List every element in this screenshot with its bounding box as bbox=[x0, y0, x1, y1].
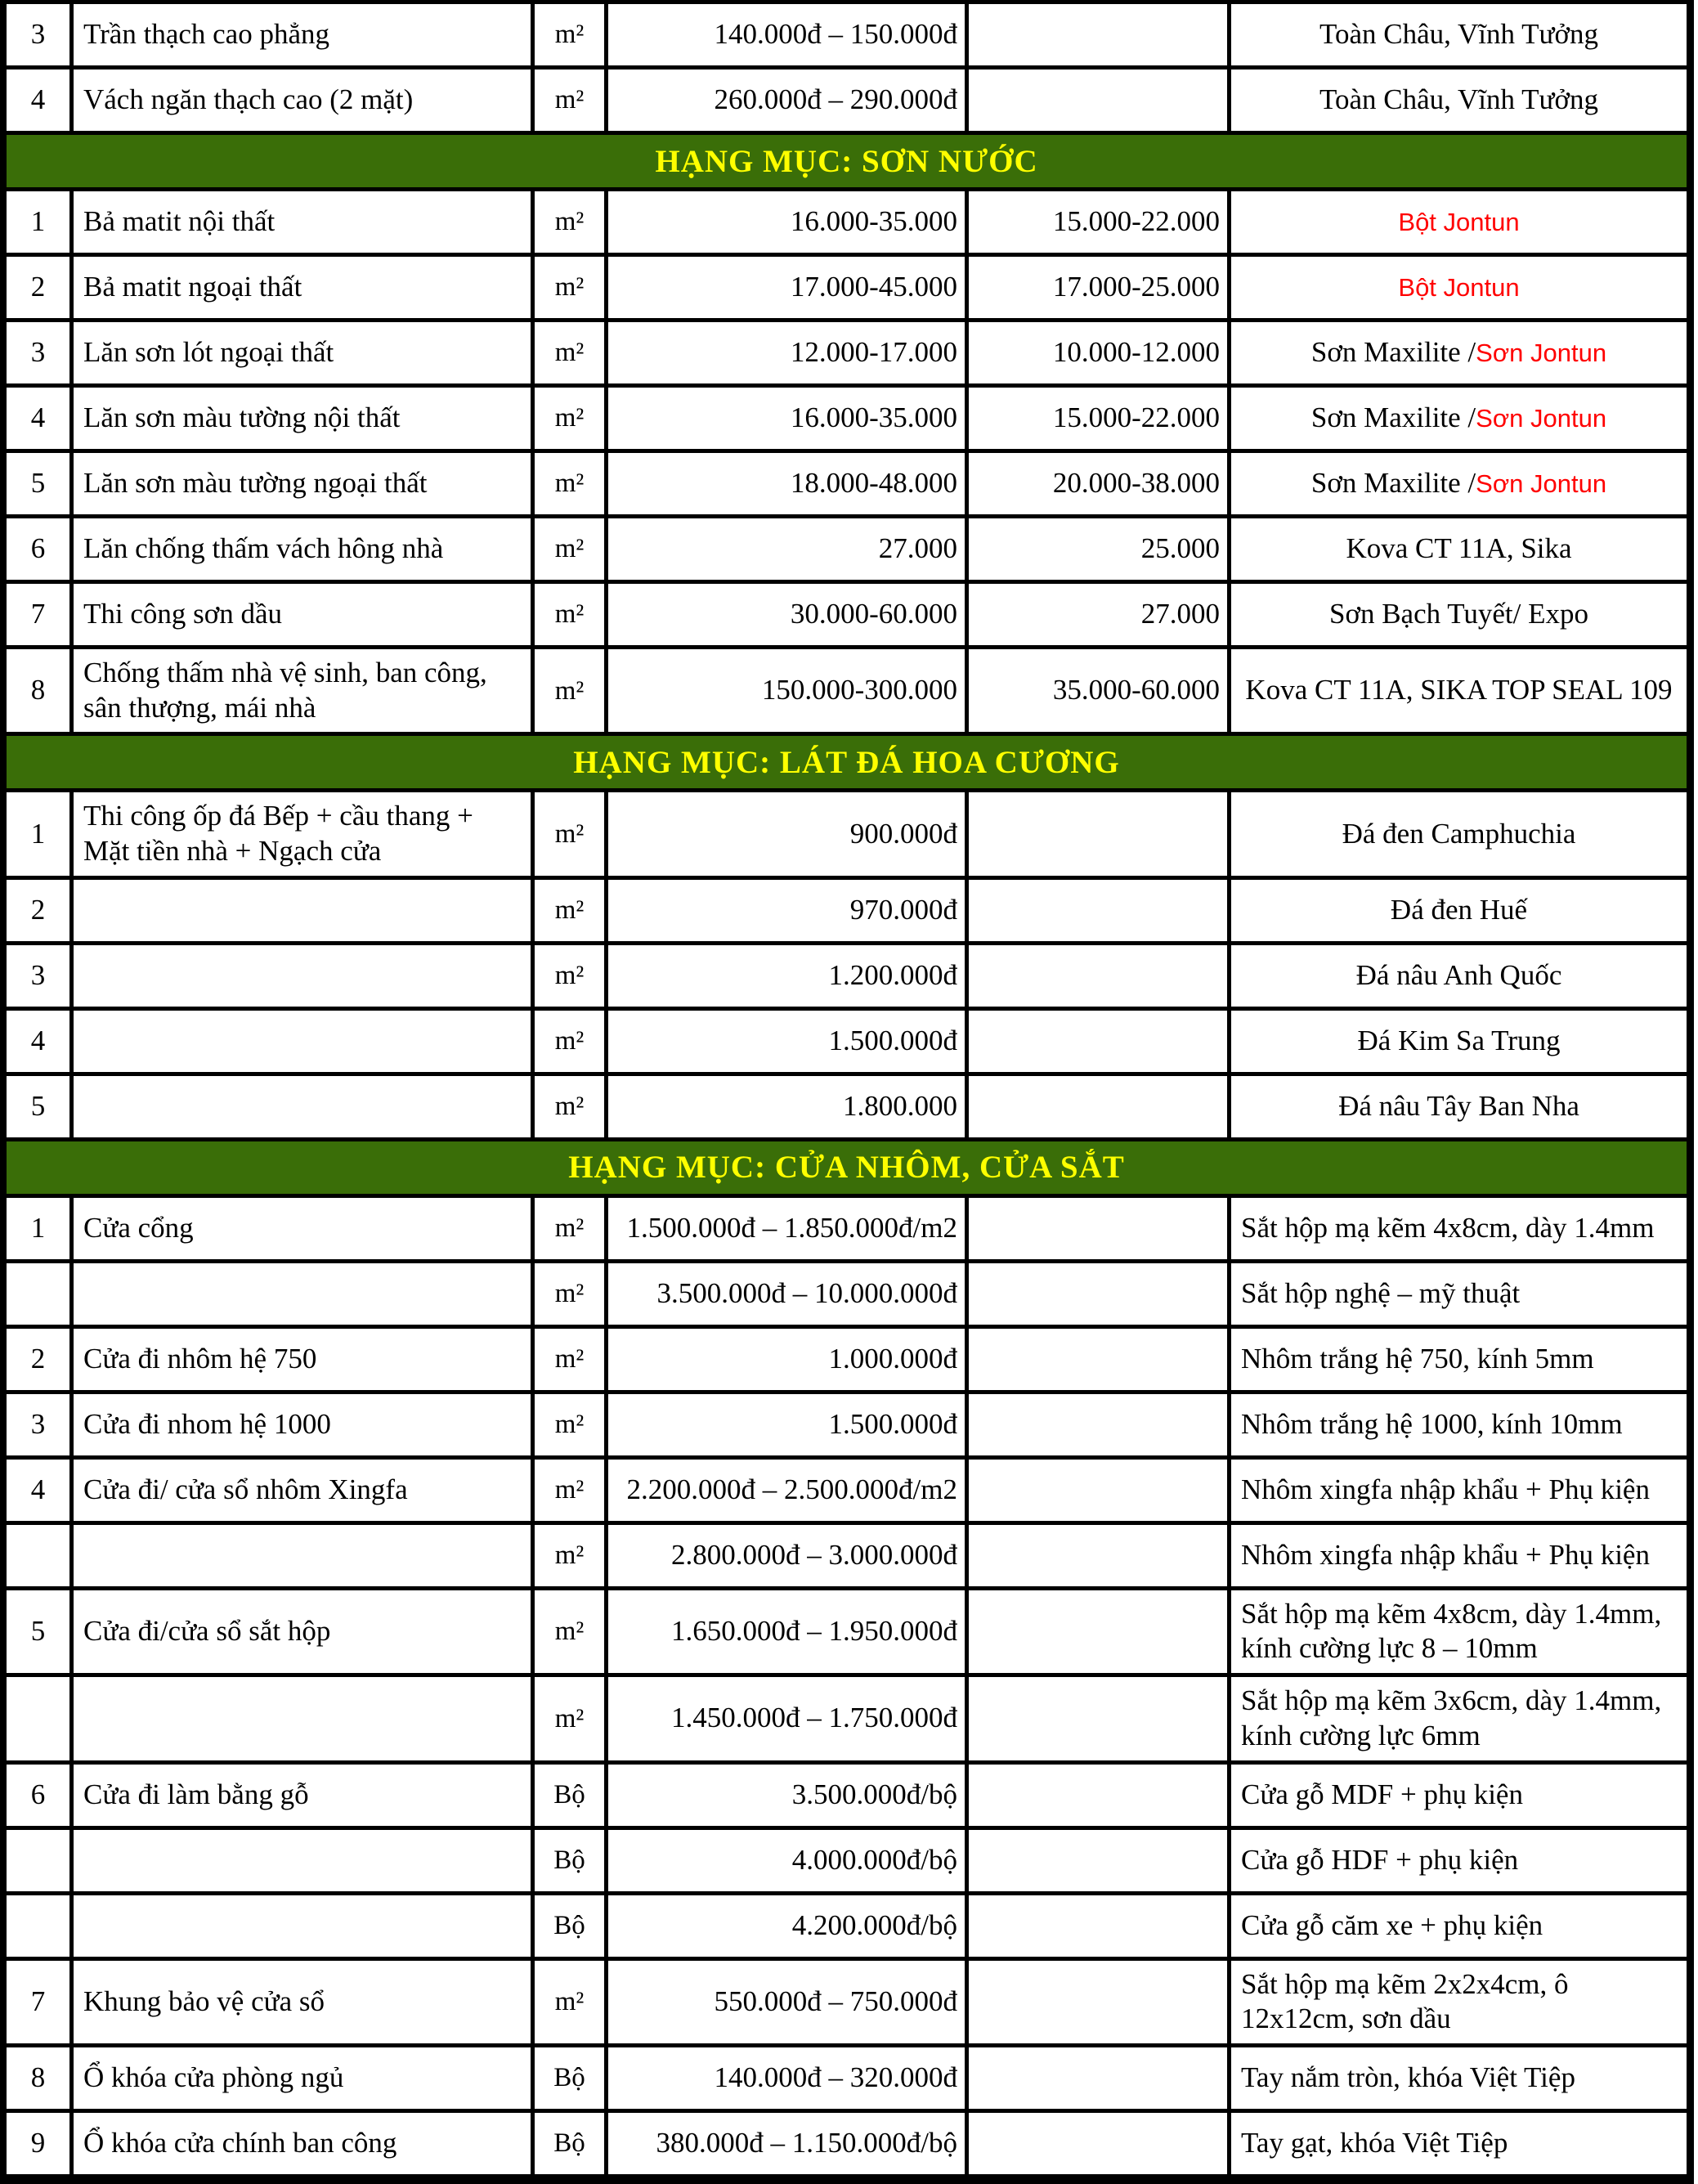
cell-item-name: Cửa đi/ cửa sổ nhôm Xingfa bbox=[74, 1460, 535, 1521]
cell-item-name bbox=[74, 1263, 535, 1325]
cell-price-range-1: 3.500.000đ – 10.000.000đ bbox=[608, 1263, 969, 1325]
cell-brand bbox=[1231, 1765, 1687, 1826]
brand-highlight-text: Bột Jontun bbox=[1398, 207, 1520, 236]
cell-price-range-1: 16.000-35.000 bbox=[608, 388, 969, 449]
cell-unit: m² bbox=[535, 1460, 608, 1521]
cell-row-number: 4 bbox=[7, 1460, 74, 1521]
brand-text: Kova CT 11A, SIKA TOP SEAL 109 bbox=[1245, 674, 1673, 706]
cell-unit: m² bbox=[535, 792, 608, 875]
cell-unit: Bộ bbox=[535, 1765, 608, 1826]
cell-brand bbox=[1231, 1895, 1687, 1957]
cell-unit: m² bbox=[535, 1329, 608, 1390]
cell-brand bbox=[1231, 792, 1687, 875]
section-header-label: HẠNG MỤC: SƠN NƯỚC bbox=[655, 143, 1038, 179]
cell-row-number bbox=[7, 1525, 74, 1586]
brand-text: Sơn Maxilite / bbox=[1310, 401, 1476, 434]
table-row bbox=[7, 2047, 1687, 2113]
cell-item-name: Lăn sơn màu tường ngoại thất bbox=[74, 453, 535, 514]
cell-price-range-2: 25.000 bbox=[969, 518, 1231, 580]
brand-text: Nhôm trắng hệ 750, kính 5mm bbox=[1241, 1342, 1594, 1375]
cell-brand bbox=[1231, 257, 1687, 318]
cell-item-name bbox=[74, 1830, 535, 1891]
cell-item-name: Chống thấm nhà vệ sinh, ban công, sân thượng, mái nhà bbox=[74, 649, 535, 732]
cell-brand bbox=[1231, 70, 1687, 131]
cell-price-range-1: 1.450.000đ – 1.750.000đ bbox=[608, 1677, 969, 1760]
cell-brand bbox=[1231, 1961, 1687, 2043]
cell-brand bbox=[1231, 584, 1687, 645]
cell-price-range-1: 4.200.000đ/bộ bbox=[608, 1895, 969, 1957]
cell-price-range-2 bbox=[969, 1011, 1231, 1072]
cell-brand bbox=[1231, 1011, 1687, 1072]
cell-unit: m² bbox=[535, 1677, 608, 1760]
cell-price-range-2 bbox=[969, 4, 1231, 65]
cell-price-range-1: 1.500.000đ bbox=[608, 1011, 969, 1072]
cell-price-range-1: 1.000.000đ bbox=[608, 1329, 969, 1390]
cell-brand bbox=[1231, 4, 1687, 65]
cell-price-range-2: 15.000-22.000 bbox=[969, 388, 1231, 449]
table-row bbox=[7, 4, 1687, 70]
cell-unit: m² bbox=[535, 257, 608, 318]
table-row bbox=[7, 1677, 1687, 1764]
cell-item-name: Cửa đi nhom hệ 1000 bbox=[74, 1394, 535, 1455]
cell-price-range-2: 10.000-12.000 bbox=[969, 322, 1231, 383]
cell-brand bbox=[1231, 1677, 1687, 1760]
cell-price-range-2 bbox=[969, 1394, 1231, 1455]
cell-price-range-2 bbox=[969, 2113, 1231, 2174]
cell-price-range-2 bbox=[969, 1961, 1231, 2043]
brand-text: Tay nắm tròn, khóa Việt Tiệp bbox=[1241, 2061, 1575, 2094]
cell-item-name bbox=[74, 880, 535, 941]
cell-price-range-1: 2.200.000đ – 2.500.000đ/m2 bbox=[608, 1460, 969, 1521]
cell-price-range-1: 970.000đ bbox=[608, 880, 969, 941]
cell-brand bbox=[1231, 1394, 1687, 1455]
cell-row-number: 5 bbox=[7, 453, 74, 514]
cell-price-range-1: 1.500.000đ – 1.850.000đ/m2 bbox=[608, 1198, 969, 1259]
table-row bbox=[7, 70, 1687, 135]
table-row bbox=[7, 518, 1687, 584]
brand-highlight-text: Sơn Jontun bbox=[1476, 338, 1607, 367]
cell-unit: m² bbox=[535, 1263, 608, 1325]
cell-row-number: 4 bbox=[7, 1011, 74, 1072]
cell-row-number: 3 bbox=[7, 322, 74, 383]
cell-row-number bbox=[7, 1677, 74, 1760]
table-row bbox=[7, 453, 1687, 518]
cell-price-range-2 bbox=[969, 1677, 1231, 1760]
cell-item-name bbox=[74, 1895, 535, 1957]
cell-price-range-1: 12.000-17.000 bbox=[608, 322, 969, 383]
section-header bbox=[7, 736, 1687, 792]
cell-unit: m² bbox=[535, 518, 608, 580]
cell-price-range-1: 1.650.000đ – 1.950.000đ bbox=[608, 1590, 969, 1673]
cell-brand bbox=[1231, 1076, 1687, 1137]
cell-price-range-2 bbox=[969, 1329, 1231, 1390]
cell-item-name: Cửa đi nhôm hệ 750 bbox=[74, 1329, 535, 1390]
cell-row-number: 1 bbox=[7, 792, 74, 875]
cell-price-range-1: 150.000-300.000 bbox=[608, 649, 969, 732]
section-header bbox=[7, 135, 1687, 191]
cell-price-range-2 bbox=[969, 1525, 1231, 1586]
brand-text: Sơn Bạch Tuyết/ Expo bbox=[1328, 598, 1589, 630]
table-row bbox=[7, 1895, 1687, 1961]
cell-brand bbox=[1231, 1263, 1687, 1325]
cell-row-number: 6 bbox=[7, 518, 74, 580]
table-row bbox=[7, 191, 1687, 257]
cell-unit: m² bbox=[535, 880, 608, 941]
brand-highlight-text: Sơn Jontun bbox=[1476, 469, 1607, 498]
cell-row-number: 9 bbox=[7, 2113, 74, 2174]
cell-item-name: Ổ khóa cửa phòng ngủ bbox=[74, 2047, 535, 2109]
cell-unit: Bộ bbox=[535, 2047, 608, 2109]
cell-item-name: Lăn chống thấm vách hông nhà bbox=[74, 518, 535, 580]
brand-text: Đá nâu Anh Quốc bbox=[1355, 958, 1562, 991]
cell-price-range-2: 20.000-38.000 bbox=[969, 453, 1231, 514]
table-row bbox=[7, 584, 1687, 649]
table-row bbox=[7, 1076, 1687, 1141]
cell-brand bbox=[1231, 1329, 1687, 1390]
cell-price-range-1: 140.000đ – 320.000đ bbox=[608, 2047, 969, 2109]
brand-text: Cửa gỗ MDF + phụ kiện bbox=[1241, 1778, 1523, 1810]
brand-text: Nhôm trắng hệ 1000, kính 10mm bbox=[1241, 1407, 1623, 1440]
cell-item-name: Cửa cổng bbox=[74, 1198, 535, 1259]
brand-text: Sơn Maxilite / bbox=[1310, 336, 1476, 369]
table-row bbox=[7, 1198, 1687, 1263]
cell-unit: m² bbox=[535, 1198, 608, 1259]
cell-row-number: 3 bbox=[7, 945, 74, 1007]
brand-text: Cửa gỗ HDF + phụ kiện bbox=[1241, 1843, 1519, 1876]
cell-row-number: 2 bbox=[7, 1329, 74, 1390]
table-row bbox=[7, 1525, 1687, 1590]
cell-brand bbox=[1231, 1460, 1687, 1521]
cell-unit: Bộ bbox=[535, 2113, 608, 2174]
cell-price-range-1: 1.200.000đ bbox=[608, 945, 969, 1007]
cell-unit: m² bbox=[535, 1011, 608, 1072]
cell-row-number: 7 bbox=[7, 1961, 74, 2043]
brand-text: Nhôm xingfa nhập khẩu + Phụ kiện bbox=[1241, 1538, 1650, 1571]
brand-text: Tay gạt, khóa Việt Tiệp bbox=[1241, 2127, 1508, 2159]
brand-text: Đá đen Camphuchia bbox=[1342, 817, 1576, 850]
cell-unit: m² bbox=[535, 649, 608, 732]
cell-price-range-2: 35.000-60.000 bbox=[969, 649, 1231, 732]
cell-price-range-1: 30.000-60.000 bbox=[608, 584, 969, 645]
cell-unit: m² bbox=[535, 1076, 608, 1137]
brand-text: Nhôm xingfa nhập khẩu + Phụ kiện bbox=[1241, 1473, 1650, 1505]
cell-row-number: 3 bbox=[7, 1394, 74, 1455]
cell-price-range-2 bbox=[969, 1895, 1231, 1957]
brand-text: Toàn Châu, Vĩnh Tưởng bbox=[1319, 83, 1598, 116]
cell-brand bbox=[1231, 2113, 1687, 2174]
cell-price-range-2 bbox=[969, 1198, 1231, 1259]
cell-price-range-2 bbox=[969, 945, 1231, 1007]
cell-unit: m² bbox=[535, 453, 608, 514]
cell-item-name bbox=[74, 1677, 535, 1760]
brand-highlight-text: Bột Jontun bbox=[1398, 272, 1520, 302]
cell-brand bbox=[1231, 388, 1687, 449]
brand-text: Sơn Maxilite / bbox=[1310, 467, 1476, 500]
table-row bbox=[7, 1961, 1687, 2047]
cell-unit: m² bbox=[535, 191, 608, 253]
cell-price-range-2: 17.000-25.000 bbox=[969, 257, 1231, 318]
cell-item-name: Khung bảo vệ cửa sổ bbox=[74, 1961, 535, 2043]
cell-price-range-1: 1.500.000đ bbox=[608, 1394, 969, 1455]
cell-price-range-2 bbox=[969, 792, 1231, 875]
brand-text: Kova CT 11A, Sika bbox=[1346, 532, 1572, 565]
cell-unit: m² bbox=[535, 1961, 608, 2043]
cell-row-number: 2 bbox=[7, 880, 74, 941]
table-row bbox=[7, 880, 1687, 945]
cell-price-range-1: 900.000đ bbox=[608, 792, 969, 875]
cell-price-range-2 bbox=[969, 1765, 1231, 1826]
cell-price-range-2 bbox=[969, 1590, 1231, 1673]
cell-row-number: 3 bbox=[7, 4, 74, 65]
cell-row-number bbox=[7, 1895, 74, 1957]
cell-brand bbox=[1231, 453, 1687, 514]
cell-unit: Bộ bbox=[535, 1895, 608, 1957]
cell-row-number: 2 bbox=[7, 257, 74, 318]
brand-text: Đá Kim Sa Trung bbox=[1357, 1024, 1561, 1056]
table-row bbox=[7, 2113, 1687, 2174]
brand-text: Cửa gỗ căm xe + phụ kiện bbox=[1241, 1908, 1543, 1941]
table-row bbox=[7, 388, 1687, 453]
cell-price-range-1: 18.000-48.000 bbox=[608, 453, 969, 514]
cell-unit: m² bbox=[535, 388, 608, 449]
cell-price-range-2 bbox=[969, 1263, 1231, 1325]
cell-item-name bbox=[74, 945, 535, 1007]
cell-row-number bbox=[7, 1263, 74, 1325]
table-row bbox=[7, 649, 1687, 736]
cell-row-number: 8 bbox=[7, 2047, 74, 2109]
cell-item-name: Thi công ốp đá Bếp + cầu thang + Mặt tiền nhà + Ngạch cửa bbox=[74, 792, 535, 875]
cell-item-name bbox=[74, 1525, 535, 1586]
cell-brand bbox=[1231, 1830, 1687, 1891]
cell-unit: m² bbox=[535, 4, 608, 65]
brand-text: Sắt hộp mạ kẽm 4x8cm, dày 1.4mm bbox=[1241, 1211, 1655, 1244]
cell-item-name: Ổ khóa cửa chính ban công bbox=[74, 2113, 535, 2174]
cell-price-range-1: 16.000-35.000 bbox=[608, 191, 969, 253]
cell-price-range-1: 550.000đ – 750.000đ bbox=[608, 1961, 969, 2043]
cell-row-number: 5 bbox=[7, 1076, 74, 1137]
cell-brand bbox=[1231, 2047, 1687, 2109]
cell-item-name: Lăn sơn màu tường nội thất bbox=[74, 388, 535, 449]
brand-text: Sắt hộp mạ kẽm 4x8cm, dày 1.4mm, kính cường lực 8 – 10mm bbox=[1241, 1597, 1662, 1665]
table-row bbox=[7, 1765, 1687, 1830]
cell-unit: m² bbox=[535, 1394, 608, 1455]
cell-row-number bbox=[7, 1830, 74, 1891]
section-header-label: HẠNG MỤC: LÁT ĐÁ HOA CƯƠNG bbox=[573, 744, 1120, 780]
brand-text: Sắt hộp mạ kẽm 3x6cm, dày 1.4mm, kính cường lực 6mm bbox=[1241, 1684, 1662, 1751]
cell-row-number: 1 bbox=[7, 1198, 74, 1259]
table-row bbox=[7, 792, 1687, 879]
table-row bbox=[7, 1263, 1687, 1329]
cell-price-range-2 bbox=[969, 1830, 1231, 1891]
section-header-label: HẠNG MỤC: CỬA NHÔM, CỬA SẮT bbox=[568, 1150, 1125, 1186]
cell-brand bbox=[1231, 518, 1687, 580]
cell-price-range-2 bbox=[969, 70, 1231, 131]
cell-price-range-2: 15.000-22.000 bbox=[969, 191, 1231, 253]
cell-price-range-1: 1.800.000 bbox=[608, 1076, 969, 1137]
cell-row-number: 4 bbox=[7, 388, 74, 449]
cell-unit: m² bbox=[535, 1525, 608, 1586]
cell-item-name bbox=[74, 1011, 535, 1072]
cell-item-name: Lăn sơn lót ngoại thất bbox=[74, 322, 535, 383]
cell-price-range-1: 380.000đ – 1.150.000đ/bộ bbox=[608, 2113, 969, 2174]
table-row bbox=[7, 1590, 1687, 1677]
cell-row-number: 6 bbox=[7, 1765, 74, 1826]
cell-price-range-2 bbox=[969, 2047, 1231, 2109]
cell-unit: m² bbox=[535, 322, 608, 383]
cell-price-range-1: 3.500.000đ/bộ bbox=[608, 1765, 969, 1826]
cell-item-name: Cửa đi làm bằng gỗ bbox=[74, 1765, 535, 1826]
cell-price-range-2 bbox=[969, 880, 1231, 941]
brand-text: Đá nâu Tây Ban Nha bbox=[1338, 1089, 1579, 1122]
cell-brand bbox=[1231, 191, 1687, 253]
cell-row-number: 7 bbox=[7, 584, 74, 645]
cell-unit: m² bbox=[535, 1590, 608, 1673]
cell-brand bbox=[1231, 1590, 1687, 1673]
cell-unit: Bộ bbox=[535, 1830, 608, 1891]
table-row bbox=[7, 1460, 1687, 1525]
cell-item-name: Cửa đi/cửa sổ sắt hộp bbox=[74, 1590, 535, 1673]
cell-brand bbox=[1231, 945, 1687, 1007]
cell-unit: m² bbox=[535, 70, 608, 131]
table-row bbox=[7, 322, 1687, 388]
cell-item-name: Trần thạch cao phẳng bbox=[74, 4, 535, 65]
section-header bbox=[7, 1141, 1687, 1198]
cell-row-number: 5 bbox=[7, 1590, 74, 1673]
cell-row-number: 1 bbox=[7, 191, 74, 253]
cell-price-range-2 bbox=[969, 1460, 1231, 1521]
cell-item-name: Bả matit nội thất bbox=[74, 191, 535, 253]
brand-highlight-text: Sơn Jontun bbox=[1476, 403, 1607, 433]
cell-row-number: 4 bbox=[7, 70, 74, 131]
cell-brand bbox=[1231, 1198, 1687, 1259]
cell-item-name: Thi công sơn dầu bbox=[74, 584, 535, 645]
table-row bbox=[7, 1329, 1687, 1394]
cell-brand bbox=[1231, 649, 1687, 732]
table-row bbox=[7, 1011, 1687, 1076]
table-row bbox=[7, 257, 1687, 322]
cell-price-range-1: 17.000-45.000 bbox=[608, 257, 969, 318]
brand-text: Sắt hộp nghệ – mỹ thuật bbox=[1241, 1276, 1521, 1309]
cell-unit: m² bbox=[535, 945, 608, 1007]
cell-row-number: 8 bbox=[7, 649, 74, 732]
cell-brand bbox=[1231, 1525, 1687, 1586]
cell-price-range-1: 260.000đ – 290.000đ bbox=[608, 70, 969, 131]
cell-price-range-1: 4.000.000đ/bộ bbox=[608, 1830, 969, 1891]
cell-item-name bbox=[74, 1076, 535, 1137]
cell-price-range-1: 27.000 bbox=[608, 518, 969, 580]
cell-item-name: Bả matit ngoại thất bbox=[74, 257, 535, 318]
cell-unit: m² bbox=[535, 584, 608, 645]
table-row bbox=[7, 1830, 1687, 1895]
cell-item-name: Vách ngăn thạch cao (2 mặt) bbox=[74, 70, 535, 131]
cell-brand bbox=[1231, 880, 1687, 941]
cell-price-range-2: 27.000 bbox=[969, 584, 1231, 645]
brand-text: Đá đen Huế bbox=[1390, 893, 1528, 926]
brand-text: Sắt hộp mạ kẽm 2x2x4cm, ô 12x12cm, sơn dầu bbox=[1241, 1967, 1569, 2035]
cell-price-range-1: 2.800.000đ – 3.000.000đ bbox=[608, 1525, 969, 1586]
table-row bbox=[7, 1394, 1687, 1460]
cell-brand bbox=[1231, 322, 1687, 383]
cell-price-range-1: 140.000đ – 150.000đ bbox=[608, 4, 969, 65]
brand-text: Toàn Châu, Vĩnh Tưởng bbox=[1319, 18, 1598, 51]
table-row bbox=[7, 945, 1687, 1011]
cell-price-range-2 bbox=[969, 1076, 1231, 1137]
